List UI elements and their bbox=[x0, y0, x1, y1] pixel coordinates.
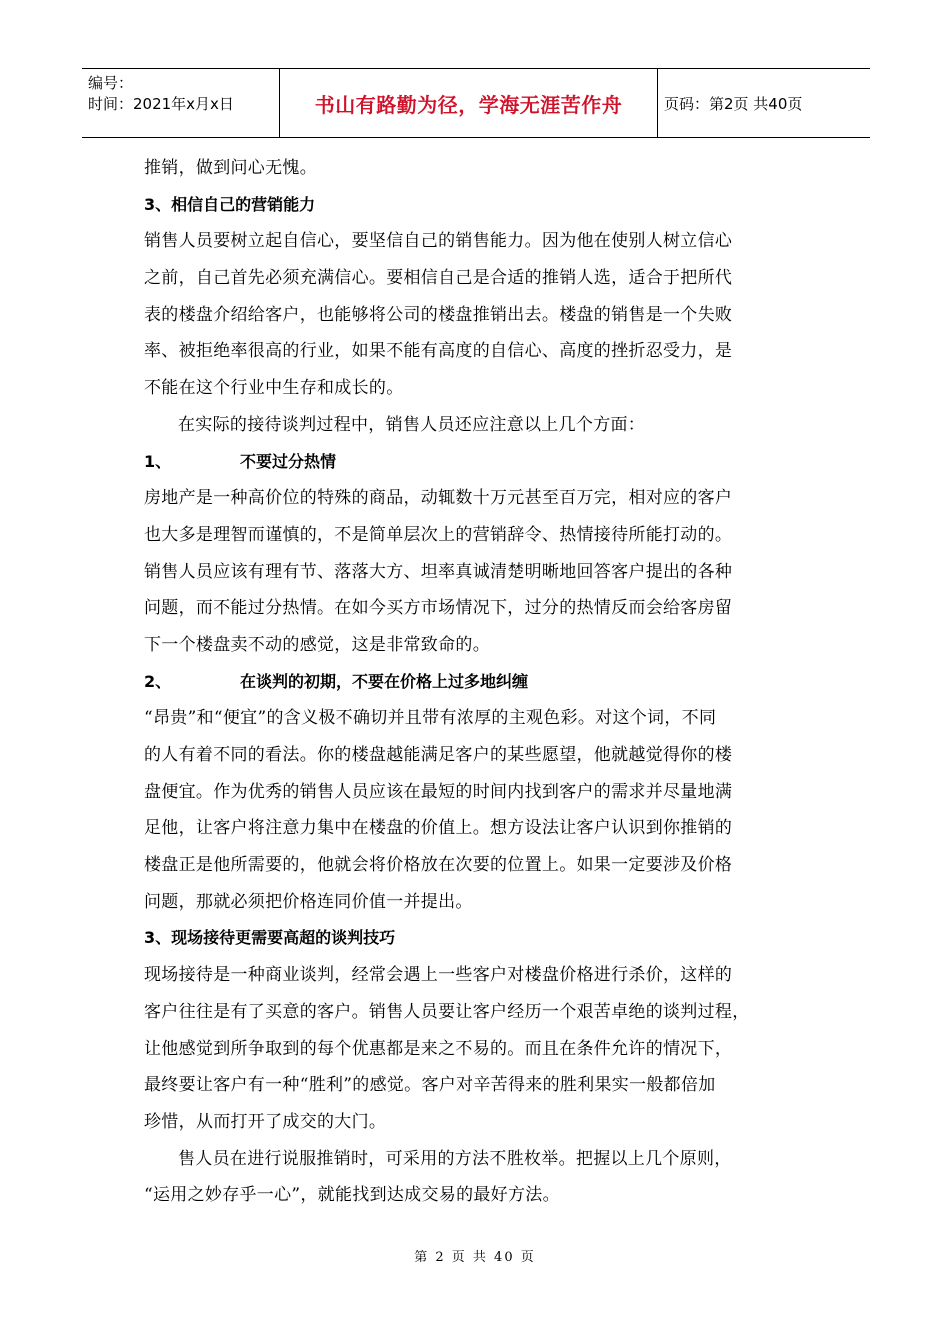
section-heading: 3、相信自己的营销能力 bbox=[144, 194, 316, 214]
paragraph-line: 珍惜，从而打开了成交的大门。 bbox=[144, 1111, 387, 1132]
paragraph-line: “昂贵”和“便宜”的含义极不确切并且带有浓厚的主观色彩。对这个词，不同 bbox=[144, 708, 717, 729]
paragraph-line: 最终要让客户有一种“胜利”的感觉。客户对辛苦得来的胜利果实一般都倍加 bbox=[144, 1075, 716, 1096]
paragraph-line: 不能在这个行业中生存和成长的。 bbox=[144, 378, 404, 399]
paragraph-line: 足他，让客户将注意力集中在楼盘的价值上。想方设法让客户认识到你推销的 bbox=[144, 818, 733, 839]
paragraph-line: 房地产是一种高价位的特殊的商品，动辄数十万元甚至百万完，相对应的客户 bbox=[144, 488, 733, 509]
paragraph-line: 楼盘正是他所需要的，他就会将价格放在次要的位置上。如果一定要涉及价格 bbox=[144, 855, 733, 876]
section-title: 在谈判的初期，不要在价格上过多地纠缠 bbox=[240, 671, 529, 691]
section-number: 2、 bbox=[144, 671, 172, 691]
header-motto: 书山有路勤为径，学海无涯苦作舟 bbox=[314, 92, 623, 117]
section-title: 不要过分热情 bbox=[240, 451, 337, 471]
header-page-code-cell bbox=[658, 69, 870, 137]
paragraph-line: 问题，而不能过分热情。在如今买方市场情况下，过分的热情反而会给客房留 bbox=[144, 598, 733, 619]
document-body bbox=[144, 150, 814, 1214]
page-header bbox=[82, 68, 870, 138]
section-number: 1、 bbox=[144, 451, 172, 471]
header-motto-cell bbox=[280, 69, 658, 137]
paragraph-line: 下一个楼盘卖不动的感觉，这是非常致命的。 bbox=[144, 634, 490, 655]
paragraph-line: 率、被拒绝率很高的行业，如果不能有高度的自信心、高度的挫折忍受力，是 bbox=[144, 341, 733, 362]
paragraph-line: 售人员在进行说服推销时，可采用的方法不胜枚举。把握以上几个原则， bbox=[178, 1148, 732, 1169]
paragraph-line: 客户往往是有了买意的客户。销售人员要让客户经历一个艰苦卓绝的谈判过程， bbox=[144, 1001, 750, 1022]
header-meta-cell bbox=[82, 69, 280, 137]
document-date-label: 时间：2021年x月x日 bbox=[88, 95, 234, 113]
paragraph-line: 之前，自己首先必须充满信心。要相信自己是合适的推销人选，适合于把所代 bbox=[144, 268, 733, 289]
paragraph-line: 让他感觉到所争取到的每个优惠都是来之不易的。而且在条件允许的情况下， bbox=[144, 1038, 733, 1059]
paragraph-line: 销售人员应该有理有节、落落大方、坦率真诚清楚明晰地回答客户提出的各种 bbox=[144, 561, 733, 582]
section-heading: 3、现场接待更需要高超的谈判技巧 bbox=[144, 928, 396, 948]
paragraph-line: 表的楼盘介绍给客户，也能够将公司的楼盘推销出去。楼盘的销售是一个失败 bbox=[144, 304, 733, 325]
paragraph-line: 在实际的接待谈判过程中，销售人员还应注意以上几个方面： bbox=[178, 414, 646, 435]
section-heading bbox=[144, 664, 814, 701]
section-heading bbox=[144, 444, 814, 481]
document-number-label: 编号： bbox=[88, 74, 134, 92]
paragraph-line: 也大多是理智而谨慎的，不是简单层次上的营销辞令、热情接待所能打动的。 bbox=[144, 524, 733, 545]
paragraph-line: 的人有着不同的看法。你的楼盘越能满足客户的某些愿望，他就越觉得你的楼 bbox=[144, 745, 733, 765]
paragraph-line: 现场接待是一种商业谈判，经常会遇上一些客户对楼盘价格进行杀价，这样的 bbox=[144, 965, 733, 986]
header-page-code: 页码：第2页 共40页 bbox=[664, 94, 803, 113]
page-footer: 第 2 页 共 40 页 bbox=[414, 1250, 536, 1265]
paragraph-line: 推销，做到问心无愧。 bbox=[144, 158, 317, 178]
paragraph-line: “运用之妙存乎一心”，就能找到达成交易的最好方法。 bbox=[144, 1185, 560, 1206]
paragraph-line: 问题，那就必须把价格连同价值一并提出。 bbox=[144, 891, 473, 912]
paragraph-line: 销售人员要树立起自信心，要坚信自己的销售能力。因为他在使别人树立信心 bbox=[144, 231, 733, 252]
paragraph-line: 盘便宜。作为优秀的销售人员应该在最短的时间内找到客户的需求并尽量地满 bbox=[144, 781, 733, 802]
